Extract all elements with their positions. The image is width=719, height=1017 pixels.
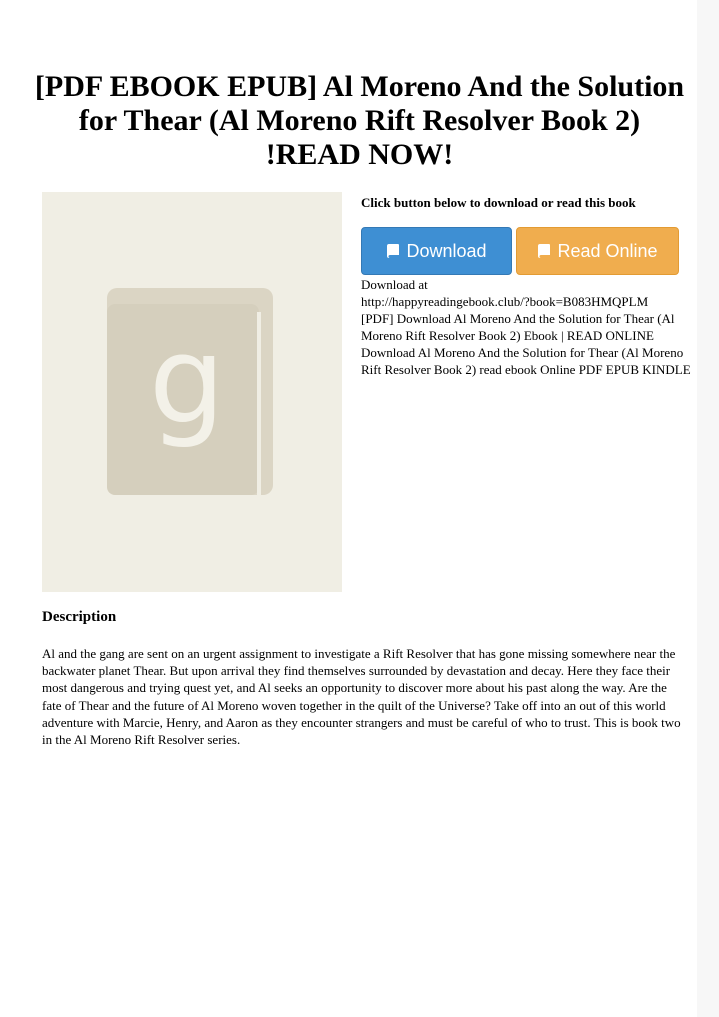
pdf-download-link[interactable]: [PDF] Download Al Moreno And the Solution for Thear (Al Moreno Rift Resolver Book 2) Ebook | READ ONLINE <box>361 311 675 343</box>
download-instructions: Click button below to download or read this book <box>361 195 636 210</box>
download-links <box>361 276 691 378</box>
goodreads-book-icon <box>42 192 342 592</box>
book-icon <box>537 243 551 259</box>
download-url-link[interactable]: http://happyreadingebook.club/?book=B083HMQPLM <box>361 294 649 309</box>
read-ebook-link[interactable]: Download Al Moreno And the Solution for Thear (Al Moreno Rift Resolver Book 2) read ebook Online PDF EPUB KINDLE <box>361 345 691 377</box>
download-at-label: Download at <box>361 277 428 292</box>
description-heading: Description <box>42 609 117 625</box>
download-button-label: Download <box>406 240 487 261</box>
book-icon <box>386 243 400 259</box>
page-edge-shadow <box>697 0 719 1017</box>
read-online-button[interactable] <box>516 227 679 275</box>
svg-text:g: g <box>148 312 226 451</box>
description-body: Al and the gang are sent on an urgent assignment to investigate a Rift Resolver that has gone missing somewhere near the backwater planet Thear. But upon arrival they find themselves surrounded by devastation and decay. Here they face their most dangerous and trying quest yet, and Al seeks an opportunity to discover more about his past along the way. Are the fate of Thear and the future of Al Moreno woven together in the quilt of the Universe? Take off into an out of this world adventure with Marcie, Henry, and Aaron as they encounter strangers and must be careful of who to trust. This is book two in the Al Moreno Rift Resolver series. <box>42 646 681 748</box>
download-button[interactable] <box>361 227 512 275</box>
book-cover-placeholder <box>42 192 342 592</box>
page-title: [PDF EBOOK EPUB] Al Moreno And the Solution for Thear (Al Moreno Rift Resolver Book 2) !READ NOW! <box>34 70 685 171</box>
read-online-button-label: Read Online <box>557 240 658 261</box>
